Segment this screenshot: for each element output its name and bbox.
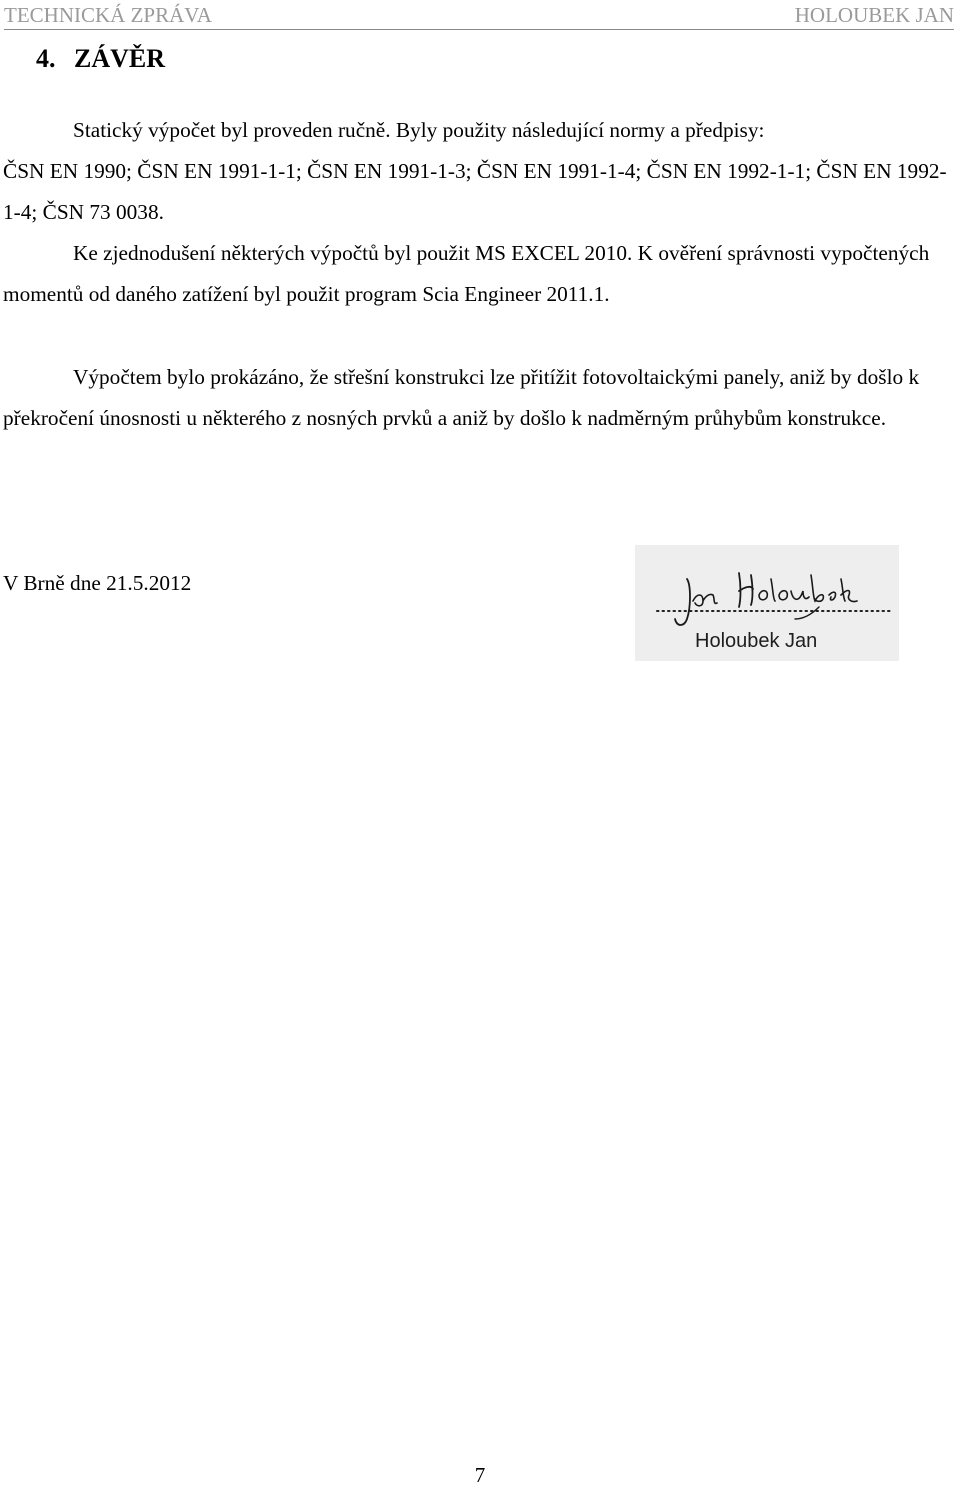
signature-printed-name: Holoubek Jan [695, 630, 818, 652]
header-document-type: TECHNICKÁ ZPRÁVA [4, 3, 212, 27]
paragraph-conclusion-text: Výpočtem bylo prokázáno, že střešní konstrukci lze přitížit fotovoltaickými panely, aniž by došlo k překročení únosnosti u některého z nosných prvků a aniž by došlo k nadměrným průhybům konstrukce. [3, 365, 920, 430]
section-title: ZÁVĚR [74, 44, 166, 73]
section-number: 4. [36, 44, 56, 73]
header-author: HOLOUBEK JAN [794, 3, 954, 27]
page-header [4, 2, 954, 30]
paragraph-standards-list: ČSN EN 1990; ČSN EN 1991-1-1; ČSN EN 1991-1-3; ČSN EN 1991-1-4; ČSN EN 1992-1-1; ČSN EN 1992-1-4; ČSN 73 0038. [3, 159, 947, 224]
paragraph-standards-intro: Statický výpočet byl proveden ručně. Byly použity následující normy a předpisy: [73, 118, 765, 142]
paragraph-conclusion [3, 357, 957, 439]
paragraph-software [3, 233, 957, 315]
signature-block [635, 545, 899, 661]
paragraph-standards [3, 110, 957, 233]
page-number: 7 [474, 1463, 486, 1487]
place-and-date: V Brně dne 21.5.2012 [3, 571, 192, 595]
section-heading [36, 42, 165, 76]
paragraph-software-text: Ke zjednodušení některých výpočtů byl použit MS EXCEL 2010. K ověření správnosti vypočtených momentů od daného zatížení byl použit program Scia Engineer 2011.1. [3, 241, 930, 306]
